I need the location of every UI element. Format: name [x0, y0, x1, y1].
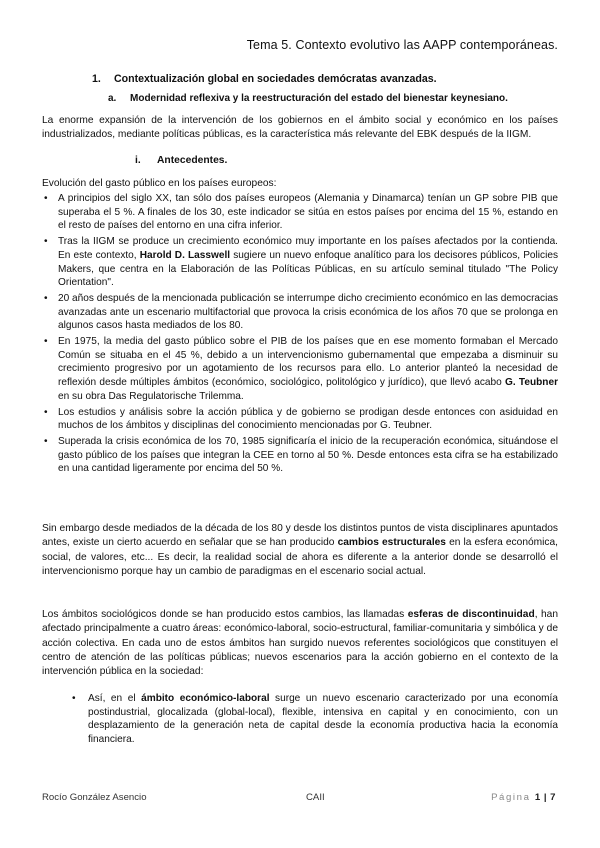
intro-paragraph: La enorme expansión de la intervención de los gobiernos en el ámbito social y económico en los países industrializados, mediante políticas públicas, es la característica más relevante del EBK después de la IIGM. [42, 115, 558, 141]
list-item [44, 192, 558, 233]
paragraph-structural-changes [42, 522, 558, 579]
list-item-text: A principios del siglo XX, tan sólo dos países europeos (Alemania y Dinamarca) tenían un GP sobre PIB que superaba el 5 %. A finales de los 30, este indicador se sitúa en estos países por encima del 15 %, estando en el resto de países del entorno en una cifra inferior. [58, 193, 558, 232]
heading-3-text: Antecedentes. [157, 155, 228, 166]
list-item-text: surge un nuevo escenario caracterizado por una economía postindustrial, glocalizada (global-local), flexible, intensiva en capital y en conocimiento, con un desplazamiento de la generación neta de capital desde la economía productiva hacia la economía financiera. [88, 693, 558, 746]
list-item-text: Tras la IIGM se produce un crecimiento económico muy importante en los países afectados por la contienda. En este contexto, [58, 236, 558, 261]
list-item-text: Los estudios y análisis sobre la acción pública y de gobierno se prodigan desde entonces con asiduidad en muchos de los ámbitos y disciplinas del conocimiento mencionadas por G. Teubner. [58, 406, 558, 432]
header-title: Tema 5. Contexto evolutivo las AAPP contemporáneas. [246, 38, 558, 52]
list-item [44, 292, 558, 333]
bullet-icon: • [44, 406, 48, 418]
heading-2-text: Modernidad reflexiva y la reestructuración del estado del bienestar keynesiano. [130, 93, 508, 104]
list-item-text: en su obra Das Regulatorische Trilemma. [58, 390, 244, 402]
list-item-bold: ámbito económico-laboral [141, 693, 270, 704]
paragraph-bold: cambios estructurales [337, 537, 446, 549]
evolution-label: Evolución del gasto público en los países europeos: [42, 178, 277, 189]
bullet-icon: • [44, 336, 48, 348]
paragraph-text: , han afectado principalmente a cuatro áreas: económico-laboral, socio-estructural, familiar-comunitaria y simbólica y de acción colectiva. En cada uno de estos ámbitos han surgido nuevos referentes sociológicos que constituyen el centro de atención de las políticas públicas; nuevos escenarios para la acción gobierno en el contexto de la intervención pública en la sociedad: [42, 609, 558, 678]
list-item [44, 235, 558, 290]
list-item-text: En 1975, la media del gasto público sobre el PIB de los países que en ese momento formaban el Mercado Común se situaba en el 45 %, debido a un intervencionismo gubernamental que empezaba a disminuir su crecimiento progresivo por un agotamiento de los recursos para ello. Lo anterior planteó la necesidad de reflexión desde múltiples ámbitos (económico, sociológico, politológico y jurídico), que llevó acabo [58, 336, 558, 389]
heading-2 [108, 93, 508, 104]
list-item [44, 435, 558, 476]
bullet-icon: • [44, 236, 48, 248]
list-item-bold: G. Teubner [505, 377, 558, 389]
paragraph-bold: esferas de discontinuidad [407, 609, 535, 620]
paragraph-discontinuity [42, 608, 558, 679]
heading-3 [135, 155, 227, 166]
list-item [44, 406, 558, 433]
sub-bullet-list [72, 692, 558, 747]
bullet-list [44, 192, 558, 478]
heading-1 [92, 73, 437, 85]
paragraph-text: en la esfera económica, social, de valores, etc... Es decir, la realidad social de ahora es diferente a la anterior donde se desarrolló el intervencionismo porque hay un cambio de paradigmas en el escenario social actual. [42, 537, 558, 577]
bullet-icon: • [72, 693, 76, 704]
paragraph-text: Sin embargo desde mediados de la década de los 80 y desde los distintos puntos de vista disciplinares apuntados antes, existe un cierto acuerdo en señalar que se han producido [42, 523, 558, 549]
bullet-icon: • [44, 193, 48, 204]
list-item-text: Superada la crisis económica de los 70, 1985 significaría el inicio de la recuperación económica, situándose el gasto público de los países que integran la CEE en torno al 50 %. Desde entonces esta cifra se ha estabilizado en una cantidad ligeramente por encima del 50 %. [58, 435, 558, 475]
list-item-text: Así, en el [88, 693, 136, 704]
footer-page-label: Página [491, 792, 531, 803]
heading-2-number: a. [108, 93, 117, 104]
footer-page-number: 1 | 7 [534, 792, 556, 803]
footer-page [491, 792, 556, 803]
list-item-text: 20 años después de la mencionada publicación se interrumpe dicho crecimiento económico en las democracias avanzadas ante un escenario multifactorial que provoca la crisis económica de los años 70 que se prolonga en algunos casos hasta mediados de los 80. [58, 292, 558, 332]
paragraph-text: Los ámbitos sociológicos donde se han producido estos cambios, las llamadas [42, 609, 405, 620]
heading-3-number: i. [135, 155, 141, 166]
sub-list-item [72, 692, 558, 747]
list-item [44, 335, 558, 404]
footer-center: CAII [306, 792, 325, 803]
list-item-bold: Harold D. Lasswell [139, 249, 231, 261]
heading-1-text: Contextualización global en sociedades demócratas avanzadas. [114, 73, 437, 85]
heading-1-number: 1. [92, 73, 101, 85]
bullet-icon: • [44, 292, 48, 304]
list-item-text: sugiere un nuevo enfoque analítico para los decisores públicos, Policies Makers, que centra en la Elaboración de las Políticas Públicas, en su artículo seminal titulado "The Policy Orientation". [58, 249, 558, 289]
bullet-icon: • [44, 435, 48, 447]
footer-author: Rocío González Asencio [42, 792, 147, 803]
